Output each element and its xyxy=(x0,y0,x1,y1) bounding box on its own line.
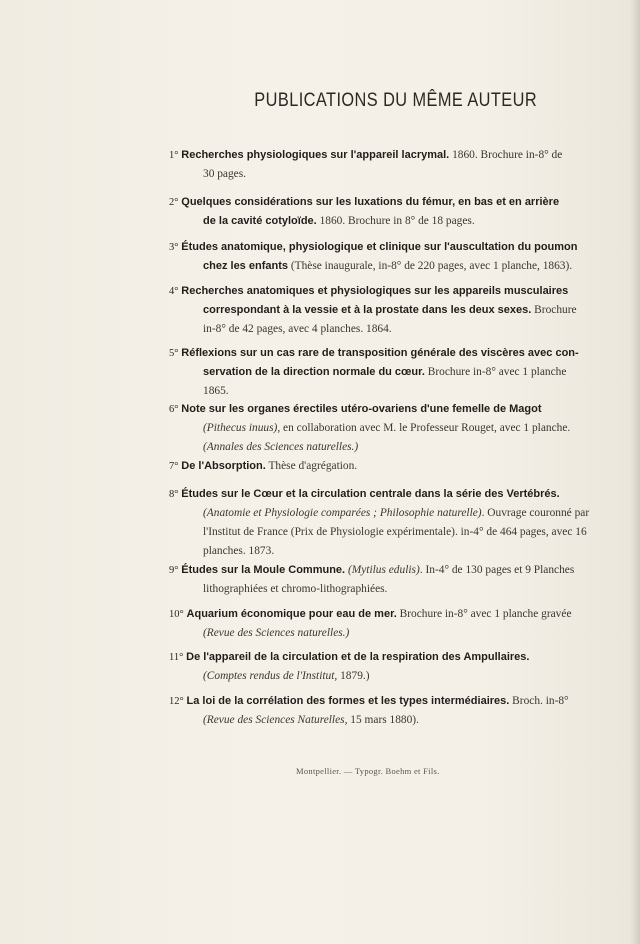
publication-entry-5: 5° Réflexions sur un cas rare de transposition générale des viscères avec con- servation de la direction normale du cœur. Brochure in-8° avec 1 planche 1865. xyxy=(169,347,579,397)
page-title: PUBLICATIONS DU MÊME AUTEUR xyxy=(254,90,538,111)
publication-entry-2: 2° Quelques considérations sur les luxations du fémur, en bas et en arrière de la cavité cotyloïde. 1860. Brochure in 8° de 18 pages. xyxy=(169,196,560,227)
publication-entry-4: 4° Recherches anatomiques et physiologiques sur les appareils musculaires correspondant à la vessie et à la prostate dans les deux sexes. Brochure in-8° de 42 pages, avec 4 planches. 1864. xyxy=(169,285,577,335)
printer-imprint: Montpellier. — Typogr. Boehm et Fils. xyxy=(296,766,440,776)
publication-entry-9: 9° Études sur la Moule Commune. (Mytilus edulis). In-4° de 130 pages et 9 Planches lithographiées et chromo-lithographiées. xyxy=(169,564,575,595)
publication-entry-12: 12° La loi de la corrélation des formes et les types intermédiaires. Broch. in-8° (Revue des Sciences Naturelles, 15 mars 1880). xyxy=(169,695,569,726)
publication-entry-8: 8° Études sur le Cœur et la circulation centrale dans la série des Vertébrés. (Anatomie et Physiologie comparées ; Philosophie naturelle). Ouvrage couronné par l'Institut de France (Prix de Physiologie expérimentale). in-4° de 464 pages, avec 16 planches. 1873. xyxy=(169,488,590,557)
publication-entry-3: 3° Études anatomique, physiologique et clinique sur l'auscultation du poumon chez les enfants (Thèse inaugurale, in-8° de 220 pages, avec 1 planche, 1863). xyxy=(169,241,578,272)
publication-entry-6: 6° Note sur les organes érectiles utéro-ovariens d'une femelle de Magot (Pithecus inuus), en collaboration avec M. le Professeur Rouget, avec 1 planche. (Annales des Sciences naturelles.) xyxy=(169,403,571,453)
publication-entry-11: 11° De l'appareil de la circulation et de la respiration des Ampullaires. (Comptes rendus de l'Institut, 1879.) xyxy=(169,651,530,682)
publication-entry-10: 10° Aquarium économique pour eau de mer. Brochure in-8° avec 1 planche gravée (Revue des Sciences naturelles.) xyxy=(169,608,572,639)
publication-entry-7: 7° De l'Absorption. Thèse d'agrégation. xyxy=(169,460,358,472)
publication-entry-1: 1° Recherches physiologiques sur l'appareil lacrymal. 1860. Brochure in-8° de 30 pages. xyxy=(169,149,563,180)
page-edge xyxy=(630,0,640,944)
